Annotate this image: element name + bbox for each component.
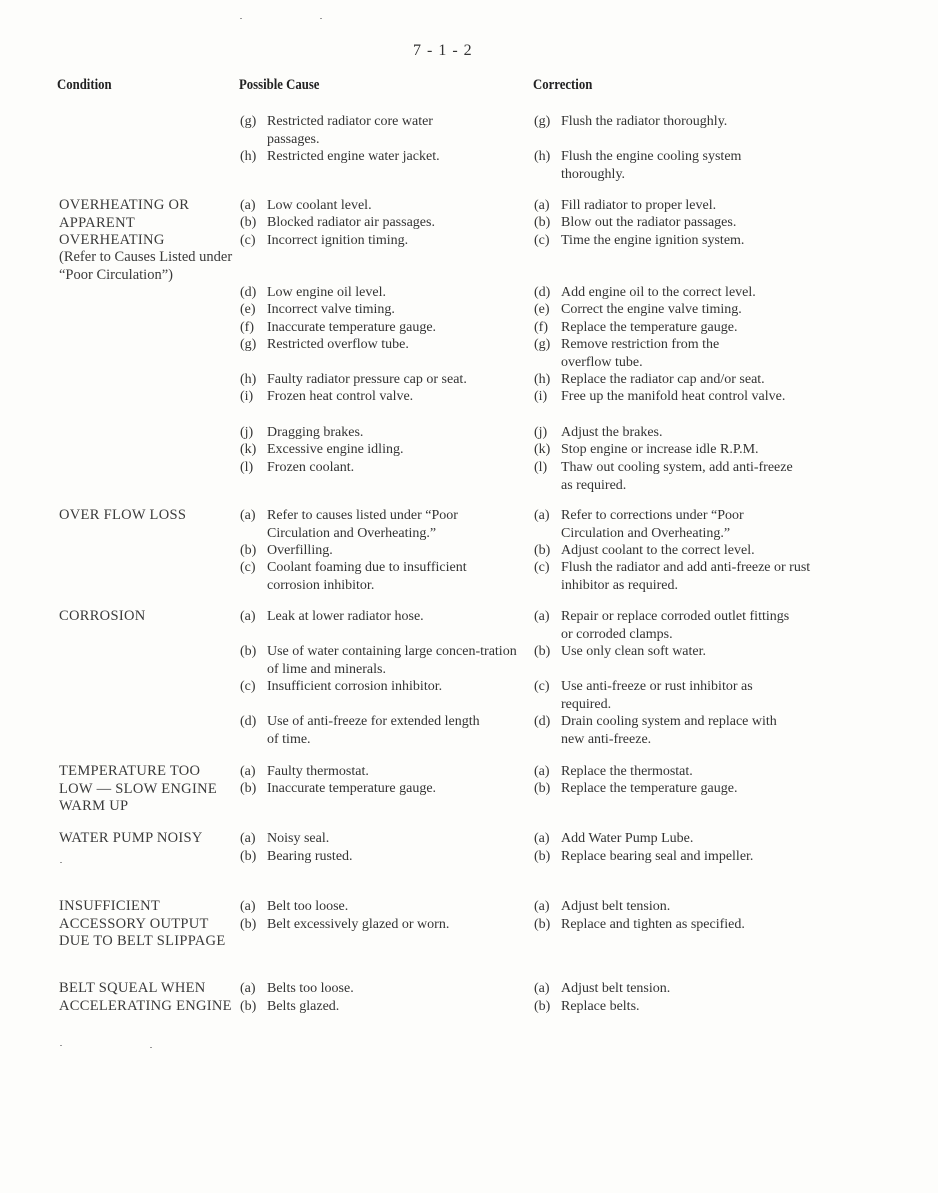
item-text: Replace belts. xyxy=(561,999,640,1014)
item-text: Belts too loose. xyxy=(267,981,354,996)
item-label: (b) xyxy=(534,849,551,864)
item-label: (a) xyxy=(534,508,550,523)
column-header-condition: Condition xyxy=(57,77,112,93)
item-text: Refer to corrections under “Poor Circulation and Overheating.” xyxy=(561,508,744,541)
item-label: (a) xyxy=(240,609,256,624)
condition-label: CORROSION xyxy=(59,608,146,624)
correction-item xyxy=(534,232,834,250)
item-label: (c) xyxy=(534,560,550,575)
correction-item xyxy=(534,713,834,748)
cause-item xyxy=(240,507,525,542)
item-label: (b) xyxy=(534,917,551,932)
cause-item xyxy=(240,441,525,459)
item-text: Add engine oil to the correct level. xyxy=(561,285,756,300)
item-text: Use of water containing large concen-tration of lime and minerals. xyxy=(267,644,517,677)
cause-item xyxy=(240,780,525,798)
cause-item xyxy=(240,830,525,848)
cause-item xyxy=(240,197,525,215)
cause-item xyxy=(240,284,525,302)
item-label: (a) xyxy=(534,609,550,624)
scan-speck xyxy=(60,1045,62,1046)
item-label: (a) xyxy=(240,764,256,779)
correction-item xyxy=(534,284,834,302)
item-label: (d) xyxy=(534,285,551,300)
item-label: (h) xyxy=(534,149,551,164)
item-label: (b) xyxy=(534,215,551,230)
cause-item xyxy=(240,898,525,916)
item-text: Flush the engine cooling system thoroughly. xyxy=(561,149,742,182)
cause-item xyxy=(240,643,525,678)
item-text: Leak at lower radiator hose. xyxy=(267,609,424,624)
correction-item xyxy=(534,848,834,866)
item-text: Frozen heat control valve. xyxy=(267,389,414,404)
item-label: (a) xyxy=(534,198,550,213)
item-label: (b) xyxy=(240,781,257,796)
correction-item xyxy=(534,214,834,232)
cause-item xyxy=(240,301,525,319)
correction-item xyxy=(534,113,834,131)
correction-item xyxy=(534,148,834,183)
cause-item xyxy=(240,459,525,477)
cause-item xyxy=(240,232,525,250)
correction-item xyxy=(534,371,834,389)
item-text: Restricted overflow tube. xyxy=(267,337,409,352)
item-label: (b) xyxy=(534,543,551,558)
item-label: (a) xyxy=(534,981,550,996)
scan-speck xyxy=(150,1047,152,1048)
item-text: Inaccurate temperature gauge. xyxy=(267,320,437,335)
scan-speck xyxy=(320,18,322,19)
item-label: (i) xyxy=(240,389,254,404)
correction-item xyxy=(534,830,834,848)
item-text: Bearing rusted. xyxy=(267,849,353,864)
cause-item xyxy=(240,388,525,406)
item-text: Replace the temperature gauge. xyxy=(561,781,738,796)
cause-item xyxy=(240,559,525,594)
item-text: Replace bearing seal and impeller. xyxy=(561,849,754,864)
item-label: (b) xyxy=(240,543,257,558)
item-label: (e) xyxy=(534,302,550,317)
item-label: (c) xyxy=(240,679,256,694)
item-text: Faulty thermostat. xyxy=(267,764,369,779)
item-label: (h) xyxy=(240,372,257,387)
item-label: (j) xyxy=(534,425,548,440)
item-text: Flush the radiator thoroughly. xyxy=(561,114,728,129)
item-text: Correct the engine valve timing. xyxy=(561,302,742,317)
correction-item xyxy=(534,441,834,459)
cause-item xyxy=(240,148,525,166)
item-label: (b) xyxy=(240,644,257,659)
correction-item xyxy=(534,780,834,798)
scan-speck xyxy=(60,862,62,863)
item-text: Low coolant level. xyxy=(267,198,372,213)
page-number: 7 - 1 - 2 xyxy=(413,42,473,59)
correction-item xyxy=(534,763,834,781)
cause-item xyxy=(240,336,525,354)
item-text: Free up the manifold heat control valve. xyxy=(561,389,786,404)
item-label: (a) xyxy=(534,899,550,914)
item-text: Repair or replace corroded outlet fittings or corroded clamps. xyxy=(561,609,790,642)
item-text: Noisy seal. xyxy=(267,831,330,846)
item-label: (l) xyxy=(240,460,254,475)
item-label: (a) xyxy=(240,508,256,523)
item-label: (a) xyxy=(240,198,256,213)
correction-item xyxy=(534,559,834,594)
item-text: Restricted engine water jacket. xyxy=(267,149,440,164)
item-label: (c) xyxy=(534,679,550,694)
item-text: Add Water Pump Lube. xyxy=(561,831,694,846)
item-label: (a) xyxy=(240,899,256,914)
item-label: (d) xyxy=(240,714,257,729)
item-label: (a) xyxy=(534,831,550,846)
correction-item xyxy=(534,643,834,661)
cause-item xyxy=(240,319,525,337)
item-text: Drain cooling system and replace with new anti-freeze. xyxy=(561,714,777,747)
item-text: Coolant foaming due to insufficient corrosion inhibitor. xyxy=(267,560,467,593)
item-text: Use only clean soft water. xyxy=(561,644,707,659)
scan-speck xyxy=(240,18,242,19)
condition-label: TEMPERATURE TOO LOW — SLOW ENGINE WARM UP xyxy=(59,763,218,814)
item-label: (d) xyxy=(534,714,551,729)
correction-item xyxy=(534,678,834,713)
item-text: Adjust belt tension. xyxy=(561,981,671,996)
item-text: Fill radiator to proper level. xyxy=(561,198,717,213)
item-label: (d) xyxy=(240,285,257,300)
correction-item xyxy=(534,998,834,1016)
item-text: Blocked radiator air passages. xyxy=(267,215,435,230)
item-text: Stop engine or increase idle R.P.M. xyxy=(561,442,759,457)
correction-item xyxy=(534,459,834,494)
correction-item xyxy=(534,319,834,337)
item-label: (g) xyxy=(534,114,551,129)
item-text: Replace the thermostat. xyxy=(561,764,693,779)
item-text: Belts glazed. xyxy=(267,999,340,1014)
item-label: (a) xyxy=(240,831,256,846)
correction-item xyxy=(534,424,834,442)
cause-item xyxy=(240,371,525,389)
item-text: Incorrect ignition timing. xyxy=(267,233,409,248)
condition-label: BELT SQUEAL WHEN ACCELERATING ENGINE xyxy=(59,980,232,1014)
item-label: (c) xyxy=(240,560,256,575)
cause-item xyxy=(240,113,525,148)
cause-item xyxy=(240,998,525,1016)
item-text: Time the engine ignition system. xyxy=(561,233,745,248)
item-label: (e) xyxy=(240,302,256,317)
cause-item xyxy=(240,713,525,748)
item-label: (b) xyxy=(534,644,551,659)
correction-item xyxy=(534,608,834,643)
condition-label: WATER PUMP NOISY xyxy=(59,830,203,846)
correction-item xyxy=(534,507,834,542)
item-label: (b) xyxy=(534,999,551,1014)
correction-item xyxy=(534,898,834,916)
column-header-correction: Correction xyxy=(533,77,593,93)
item-text: Faulty radiator pressure cap or seat. xyxy=(267,372,467,387)
item-text: Dragging brakes. xyxy=(267,425,364,440)
condition-label: INSUFFICIENT ACCESSORY OUTPUT DUE TO BELT SLIPPAGE xyxy=(59,898,226,949)
item-label: (a) xyxy=(240,981,256,996)
correction-item xyxy=(534,542,834,560)
item-label: (b) xyxy=(240,215,257,230)
item-text: Replace the temperature gauge. xyxy=(561,320,738,335)
item-label: (k) xyxy=(534,442,551,457)
item-label: (b) xyxy=(240,849,257,864)
item-text: Adjust the brakes. xyxy=(561,425,663,440)
correction-item xyxy=(534,388,834,406)
item-label: (f) xyxy=(534,320,548,335)
item-text: Refer to causes listed under “Poor Circulation and Overheating.” xyxy=(267,508,458,541)
column-header-possible-cause: Possible Cause xyxy=(239,77,320,93)
condition-label: OVER FLOW LOSS xyxy=(59,507,187,523)
correction-item xyxy=(534,301,834,319)
item-text: Flush the radiator and add anti-freeze or rust inhibitor as required. xyxy=(561,560,811,593)
item-label: (a) xyxy=(534,764,550,779)
item-text: Inaccurate temperature gauge. xyxy=(267,781,437,796)
item-label: (g) xyxy=(240,337,257,352)
item-text: Restricted radiator core water passages. xyxy=(267,114,433,147)
item-text: Overfilling. xyxy=(267,543,333,558)
correction-item xyxy=(534,197,834,215)
cause-item xyxy=(240,763,525,781)
item-text: Frozen coolant. xyxy=(267,460,355,475)
cause-item xyxy=(240,848,525,866)
cause-item xyxy=(240,214,525,232)
item-text: Insufficient corrosion inhibitor. xyxy=(267,679,443,694)
item-text: Belt too loose. xyxy=(267,899,349,914)
item-label: (h) xyxy=(534,372,551,387)
item-text: Thaw out cooling system, add anti-freeze as required. xyxy=(561,460,793,493)
condition-note: (Refer to Causes Listed under “Poor Circulation”) xyxy=(59,249,233,283)
item-text: Use anti-freeze or rust inhibitor as required. xyxy=(561,679,753,712)
item-text: Remove restriction from the overflow tube. xyxy=(561,337,720,370)
item-text: Incorrect valve timing. xyxy=(267,302,395,317)
condition-label: OVERHEATING OR APPARENT OVERHEATING xyxy=(59,197,190,248)
item-label: (j) xyxy=(240,425,254,440)
item-text: Adjust coolant to the correct level. xyxy=(561,543,755,558)
item-text: Belt excessively glazed or worn. xyxy=(267,917,450,932)
item-label: (c) xyxy=(240,233,256,248)
cause-item xyxy=(240,424,525,442)
item-label: (b) xyxy=(240,999,257,1014)
item-label: (b) xyxy=(534,781,551,796)
item-label: (i) xyxy=(534,389,548,404)
item-text: Use of anti-freeze for extended length of time. xyxy=(267,714,480,747)
cause-item xyxy=(240,542,525,560)
cause-item xyxy=(240,916,525,934)
item-label: (f) xyxy=(240,320,254,335)
cause-item xyxy=(240,608,525,626)
cause-item xyxy=(240,678,525,696)
item-text: Replace and tighten as specified. xyxy=(561,917,745,932)
item-text: Replace the radiator cap and/or seat. xyxy=(561,372,765,387)
item-text: Low engine oil level. xyxy=(267,285,386,300)
correction-item xyxy=(534,916,834,934)
item-text: Blow out the radiator passages. xyxy=(561,215,737,230)
item-label: (c) xyxy=(534,233,550,248)
cause-item xyxy=(240,980,525,998)
item-label: (b) xyxy=(240,917,257,932)
item-text: Excessive engine idling. xyxy=(267,442,404,457)
correction-item xyxy=(534,336,834,371)
item-label: (h) xyxy=(240,149,257,164)
item-label: (k) xyxy=(240,442,257,457)
item-text: Adjust belt tension. xyxy=(561,899,671,914)
correction-item xyxy=(534,980,834,998)
item-label: (g) xyxy=(240,114,257,129)
item-label: (l) xyxy=(534,460,548,475)
item-label: (g) xyxy=(534,337,551,352)
